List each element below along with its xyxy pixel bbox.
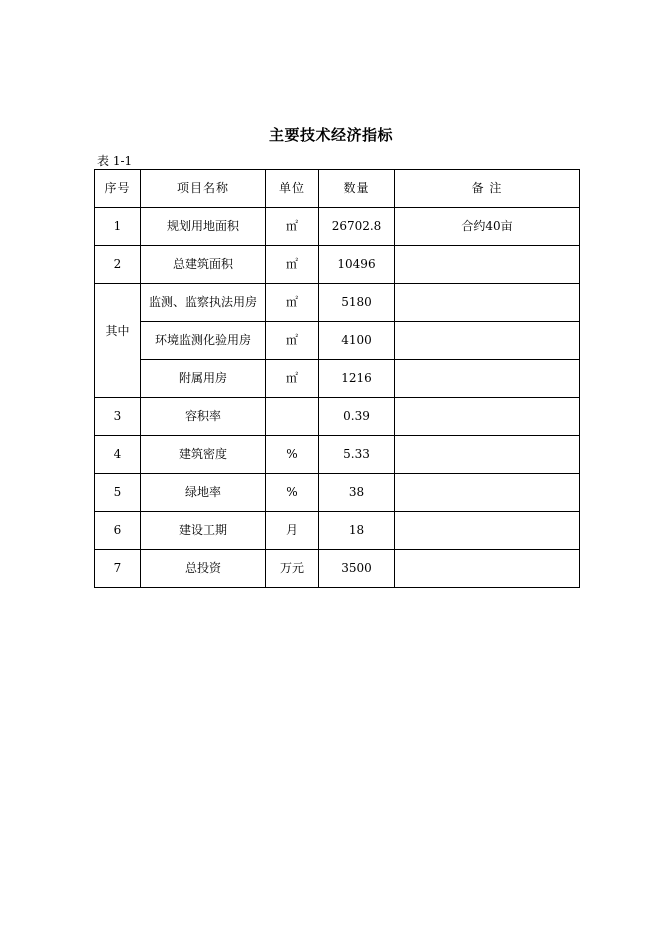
row-name: 附属用房 [141,360,266,398]
row-note [395,246,580,284]
table-row [95,360,580,398]
table-row [95,474,580,512]
row-qty: 26702.8 [319,208,395,246]
table-header-row [95,170,580,208]
row-name: 绿地率 [141,474,266,512]
row-unit: ㎡ [266,322,319,360]
table-row [95,284,580,322]
header-no: 序号 [95,170,141,208]
table-row [95,246,580,284]
row-name: 规划用地面积 [141,208,266,246]
row-note [395,360,580,398]
header-qty: 数量 [319,170,395,208]
row-name: 总投资 [141,550,266,588]
table-row [95,436,580,474]
table-row [95,398,580,436]
row-qty: 0.39 [319,398,395,436]
row-qty: 3500 [319,550,395,588]
row-unit: ㎡ [266,246,319,284]
row-qty: 10496 [319,246,395,284]
header-note: 备 注 [395,170,580,208]
row-no: 2 [95,246,141,284]
row-unit: % [266,474,319,512]
row-note: 合约40亩 [395,208,580,246]
row-qty: 5180 [319,284,395,322]
row-name: 容积率 [141,398,266,436]
row-unit: 万元 [266,550,319,588]
row-qty: 1216 [319,360,395,398]
row-no: 6 [95,512,141,550]
row-no: 1 [95,208,141,246]
row-no: 4 [95,436,141,474]
row-qty: 5.33 [319,436,395,474]
row-name: 环境监测化验用房 [141,322,266,360]
row-unit: 月 [266,512,319,550]
row-unit [266,398,319,436]
row-unit: ㎡ [266,360,319,398]
table-caption: 表 1-1 [97,154,133,168]
table-row [95,322,580,360]
row-name: 总建筑面积 [141,246,266,284]
header-name: 项目名称 [141,170,266,208]
row-note [395,474,580,512]
row-unit: % [266,436,319,474]
row-no: 7 [95,550,141,588]
row-qty: 18 [319,512,395,550]
row-name: 建筑密度 [141,436,266,474]
row-name: 建设工期 [141,512,266,550]
row-note [395,398,580,436]
row-note [395,322,580,360]
row-no: 5 [95,474,141,512]
document-title: 主要技术经济指标 [268,126,393,144]
row-note [395,284,580,322]
row-no: 3 [95,398,141,436]
row-name: 监测、监察执法用房 [141,284,266,322]
row-qty: 4100 [319,322,395,360]
row-unit: ㎡ [266,284,319,322]
table-row [95,208,580,246]
indicators-table [94,169,580,588]
row-note [395,436,580,474]
table-row [95,512,580,550]
row-unit: ㎡ [266,208,319,246]
row-note [395,512,580,550]
header-unit: 单位 [266,170,319,208]
group-label: 其中 [95,284,141,398]
table-row [95,550,580,588]
row-qty: 38 [319,474,395,512]
row-note [395,550,580,588]
